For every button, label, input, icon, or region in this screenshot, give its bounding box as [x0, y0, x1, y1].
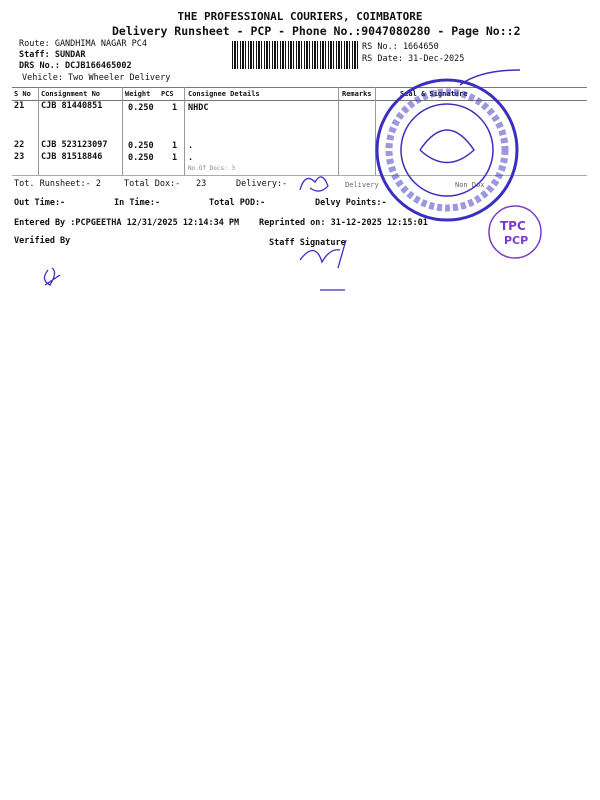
handwritten-signatures: [44, 177, 346, 290]
col-consignee: Consignee Details: [188, 90, 260, 98]
col-weight: Weight: [125, 90, 151, 98]
staff: Staff: SUNDAR: [19, 50, 86, 60]
consignment-no: CJB 81440851: [41, 101, 103, 111]
route: Route: GANDHIMA NAGAR PC4: [19, 39, 147, 49]
total-dox-value: 23: [196, 179, 207, 189]
weight: 0.250: [128, 103, 154, 113]
consignment-no: CJB 523123097: [41, 140, 108, 150]
verified-by: Verified By: [14, 236, 71, 246]
col-pcs: PCS: [161, 90, 174, 98]
col-seal: Seal & Signature: [400, 90, 468, 98]
sno: 23: [14, 152, 25, 162]
svg-text:TPC: TPC: [500, 219, 526, 233]
out-time: Out Time:-: [14, 198, 66, 208]
total-pod: Total POD:-: [209, 198, 266, 208]
rs-date: RS Date: 31-Dec-2025: [362, 54, 465, 64]
sno: 22: [14, 140, 25, 150]
col-consignment: Consignment No: [41, 90, 101, 98]
small-seal: [489, 206, 541, 258]
reprinted-on: Reprinted on: 31-12-2025 12:15:01: [259, 218, 428, 228]
staff-signature-label: Staff Signature: [269, 238, 346, 248]
runsheet-subtitle: Delivery Runsheet - PCP - Phone No.:9047080280 - Page No::2: [112, 24, 521, 38]
weight: 0.250: [128, 153, 154, 163]
drs-no: DRS No.: DCJB166465002: [19, 61, 132, 71]
pcs: 1: [172, 141, 178, 151]
company-title: THE PROFESSIONAL COURIERS, COIMBATORE: [177, 10, 423, 23]
round-seal: [377, 70, 520, 220]
tot-runsheet: Tot. Runsheet:- 2: [14, 179, 101, 189]
total-dox-label: Total Dox:-: [124, 179, 181, 189]
delivery-label-2: Delivery: [345, 181, 379, 189]
consignee: NHDC: [188, 103, 209, 113]
svg-text:PCP: PCP: [504, 234, 529, 247]
pcs: 1: [172, 153, 178, 163]
consignee: .: [188, 141, 194, 151]
col-sno: S No: [14, 90, 31, 98]
delivery-label: Delivery:-: [236, 179, 288, 189]
consignment-no: CJB 81518846: [41, 152, 103, 162]
docs-note: No.Of Docs: 3: [188, 165, 235, 172]
non-dox-label: Non Dox: [455, 181, 485, 189]
consignee: .: [188, 153, 194, 163]
sno: 21: [14, 101, 25, 111]
entered-by: Entered By :PCPGEETHA 12/31/2025 12:14:34 PM: [14, 218, 240, 228]
pcs: 1: [172, 103, 178, 113]
col-remarks: Remarks: [342, 90, 372, 98]
delvy-points: Delvy Points:-: [315, 198, 387, 208]
rs-no: RS No.: 1664650: [362, 42, 439, 52]
weight: 0.250: [128, 141, 154, 151]
vehicle: Vehicle: Two Wheeler Delivery: [22, 73, 171, 83]
in-time: In Time:-: [114, 198, 161, 208]
